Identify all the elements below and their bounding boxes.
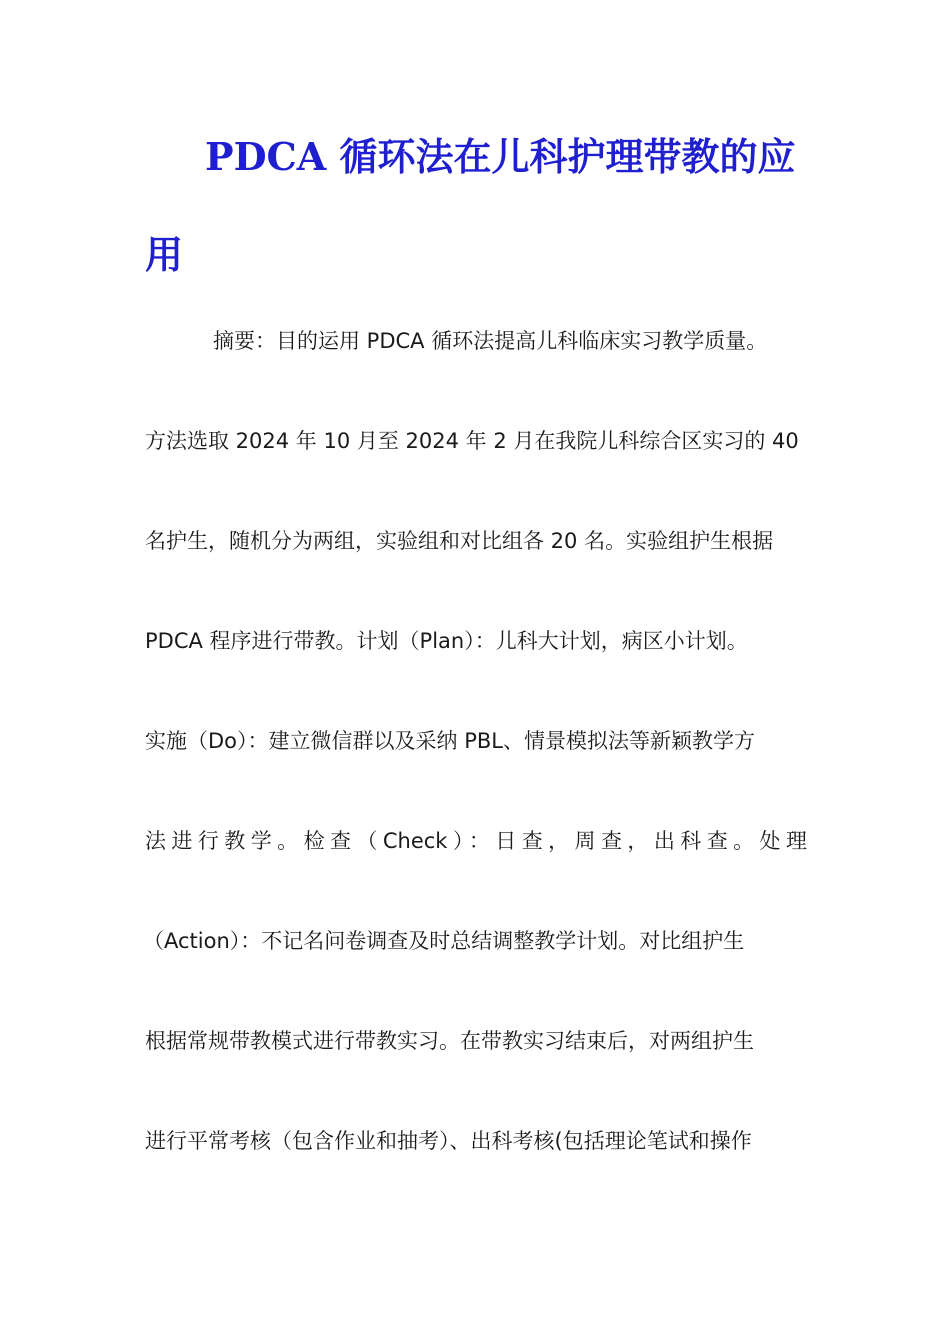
abstract-line-8: 根据常规带教模式进行带教实习。在带教实习结束后，对两组护生 xyxy=(145,1029,754,1053)
abstract-line-6: 法进行教学。检查（Check）：日查，周查，出科查。处理 xyxy=(145,829,807,853)
document-title-line-2: 用 xyxy=(145,232,184,277)
abstract-line-9: 进行平常考核（包含作业和抽考）、出科考核(包括理论笔试和操作 xyxy=(145,1129,752,1153)
abstract-line-2: 方法选取 2024 年 10 月至 2024 年 2 月在我院儿科综合区实习的 40 xyxy=(145,429,799,453)
document-title-line-1: PDCA 循环法在儿科护理带教的应 xyxy=(205,134,796,179)
abstract-line-1: 摘要：目的运用 PDCA 循环法提高儿科临床实习教学质量。 xyxy=(213,329,768,353)
abstract-line-7: （Action）：不记名问卷调查及时总结调整教学计划。对比组护生 xyxy=(143,929,745,953)
abstract-line-3: 名护生，随机分为两组，实验组和对比组各 20 名。实验组护生根据 xyxy=(145,529,774,553)
abstract-line-5: 实施（Do）：建立微信群以及采纳 PBL、情景模拟法等新颖教学方 xyxy=(145,729,755,753)
abstract-line-4: PDCA 程序进行带教。计划（Plan）：儿科大计划，病区小计划。 xyxy=(145,629,748,653)
